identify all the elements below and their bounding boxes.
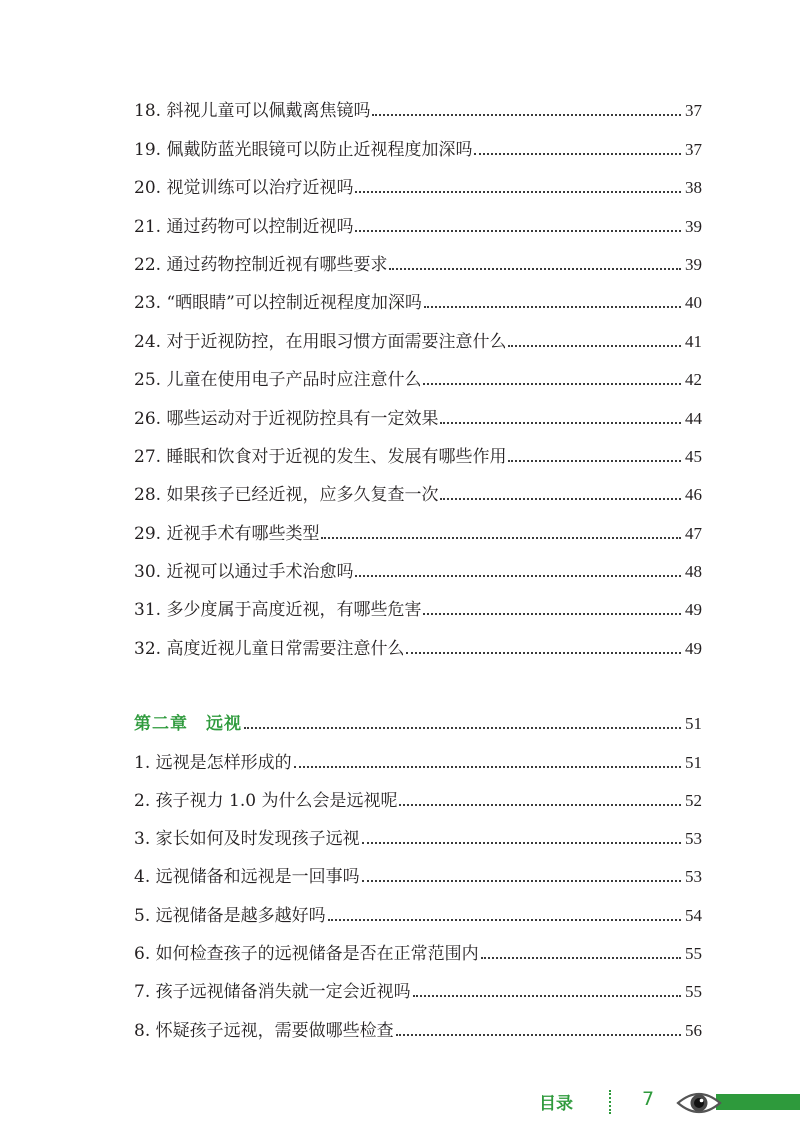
toc-entry-page: 45 [685, 446, 702, 466]
toc-entry[interactable] [134, 391, 702, 429]
page-number: 7 [642, 1088, 655, 1110]
toc-entry-title: 18. 斜视儿童可以佩戴离焦镜吗 [134, 101, 371, 122]
toc-entry[interactable] [134, 888, 702, 926]
dot-leader [396, 1034, 681, 1036]
dot-leader [355, 230, 681, 232]
dot-leader [508, 345, 681, 347]
dot-leader [423, 383, 681, 385]
toc-entry-title: 22. 通过药物控制近视有哪些要求 [134, 254, 388, 275]
toc-entry-page: 40 [685, 293, 702, 313]
toc-entry-title: 26. 哪些运动对于近视防控具有一定效果 [134, 408, 439, 429]
chapter-page: 51 [685, 714, 702, 734]
dot-leader [362, 880, 681, 882]
toc-list-part2 [134, 697, 702, 1042]
toc-entry[interactable] [134, 850, 702, 888]
toc-entry-title: 3. 家长如何及时发现孩子远视 [134, 829, 360, 850]
toc-entry-title: 4. 远视储备和远视是一回事吗 [134, 867, 360, 888]
toc-entry-title: 23. “晒眼睛”可以控制近视程度加深吗 [134, 293, 422, 314]
toc-entry-page: 37 [685, 101, 702, 121]
toc-entry[interactable] [134, 774, 702, 812]
toc-entry[interactable] [134, 965, 702, 1003]
toc-entry[interactable] [134, 122, 702, 160]
toc-entry[interactable] [134, 468, 702, 506]
dot-leader [440, 498, 681, 500]
dot-leader [389, 268, 681, 270]
toc-entry-page: 41 [685, 331, 702, 351]
toc-entry-page: 53 [685, 829, 702, 849]
dot-leader [328, 919, 681, 921]
dot-leader [406, 652, 681, 654]
toc-entry[interactable] [134, 353, 702, 391]
dot-leader [481, 957, 681, 959]
toc-entry-page: 56 [685, 1020, 702, 1040]
toc-entry-title: 29. 近视手术有哪些类型 [134, 523, 320, 544]
toc-entry[interactable] [134, 430, 702, 468]
toc-entry-title: 20. 视觉训练可以治疗近视吗 [134, 178, 354, 199]
toc-entry-page: 51 [685, 752, 702, 772]
dot-leader [362, 842, 681, 844]
toc-entry[interactable] [134, 1003, 702, 1041]
toc-entry-page: 44 [685, 408, 702, 428]
footer-section-label: 目录 [539, 1094, 573, 1114]
toc-entry-page: 48 [685, 562, 702, 582]
dot-leader [244, 727, 681, 729]
toc-entry-page: 53 [685, 867, 702, 887]
dot-leader [508, 460, 681, 462]
toc-entry-title: 5. 远视储备是越多越好吗 [134, 905, 326, 926]
toc-entry-page: 55 [685, 982, 702, 1002]
toc-entry[interactable] [134, 812, 702, 850]
chapter-title: 第二章 远视 [134, 714, 242, 735]
toc-entry-title: 19. 佩戴防蓝光眼镜可以防止近视程度加深吗 [134, 139, 473, 160]
toc-entry-page: 47 [685, 523, 702, 543]
toc-entry[interactable] [134, 583, 702, 621]
toc-entry-page: 54 [685, 905, 702, 925]
dot-leader [474, 153, 681, 155]
toc-entry-page: 38 [685, 178, 702, 198]
toc-entry-page: 49 [685, 600, 702, 620]
toc-entry[interactable] [134, 621, 702, 659]
footer-accent-bar [716, 1094, 800, 1110]
toc-entry-page: 52 [685, 790, 702, 810]
toc-entry-title: 27. 睡眠和饮食对于近视的发生、发展有哪些作用 [134, 446, 507, 467]
toc-entry[interactable] [134, 927, 702, 965]
toc-entry[interactable] [134, 276, 702, 314]
chapter-heading[interactable] [134, 697, 702, 735]
eye-icon [676, 1088, 722, 1122]
footer-divider [609, 1090, 611, 1114]
toc-entry-title: 1. 远视是怎样形成的 [134, 752, 292, 773]
toc-entry-title: 6. 如何检查孩子的远视储备是否在正常范围内 [134, 944, 479, 965]
dot-leader [321, 537, 681, 539]
toc-entry[interactable] [134, 314, 702, 352]
toc-entry-title: 21. 通过药物可以控制近视吗 [134, 216, 354, 237]
toc-entry-title: 32. 高度近视儿童日常需要注意什么 [134, 638, 405, 659]
toc-entry-title: 25. 儿童在使用电子产品时应注意什么 [134, 370, 422, 391]
toc-entry[interactable] [134, 199, 702, 237]
toc-entry-page: 46 [685, 485, 702, 505]
dot-leader [424, 306, 681, 308]
toc-entry[interactable] [134, 84, 702, 122]
toc-entry-title: 31. 多少度属于高度近视，有哪些危害 [134, 600, 422, 621]
dot-leader [440, 422, 681, 424]
toc-entry-page: 39 [685, 254, 702, 274]
dot-leader [399, 804, 681, 806]
toc-entry-page: 42 [685, 370, 702, 390]
toc-entry-page: 39 [685, 216, 702, 236]
dot-leader [355, 575, 681, 577]
toc-entry[interactable] [134, 545, 702, 583]
toc-entry[interactable] [134, 735, 702, 773]
toc-entry-page: 55 [685, 944, 702, 964]
toc-entry-page: 49 [685, 638, 702, 658]
toc-entry-title: 8. 怀疑孩子远视，需要做哪些检查 [134, 1020, 394, 1041]
toc-entry-page: 37 [685, 139, 702, 159]
dot-leader [413, 995, 681, 997]
toc-entry-title: 30. 近视可以通过手术治愈吗 [134, 562, 354, 583]
toc-list-part1 [134, 84, 702, 660]
toc-entry[interactable] [134, 161, 702, 199]
toc-entry-title: 7. 孩子远视储备消失就一定会近视吗 [134, 982, 411, 1003]
toc-entry-title: 2. 孩子视力 1.0 为什么会是远视呢 [134, 790, 398, 811]
dot-leader [294, 766, 681, 768]
toc-entry-title: 28. 如果孩子已经近视，应多久复查一次 [134, 485, 439, 506]
dot-leader [423, 613, 681, 615]
dot-leader [372, 114, 681, 116]
toc-entry-title: 24. 对于近视防控，在用眼习惯方面需要注意什么 [134, 331, 507, 352]
toc-entry[interactable] [134, 238, 702, 276]
toc-entry[interactable] [134, 506, 702, 544]
dot-leader [355, 191, 681, 193]
